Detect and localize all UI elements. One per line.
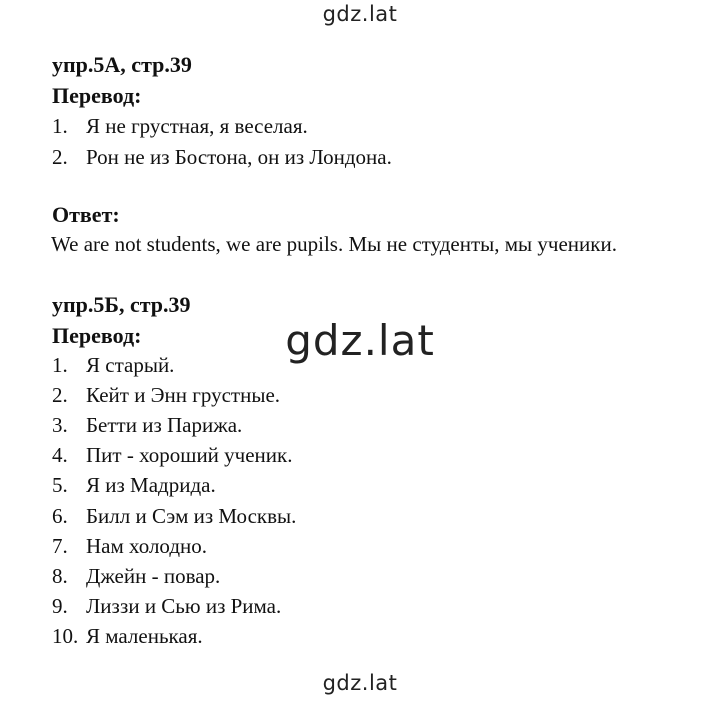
item-text: Пит - хороший ученик.: [86, 443, 293, 467]
list-item: [52, 564, 220, 589]
item-text: Я из Мадрида.: [86, 473, 216, 497]
item-text: Билл и Сэм из Москвы.: [86, 504, 297, 528]
exercise-5b-title: упр.5Б, стр.39: [52, 292, 191, 317]
list-item: [52, 534, 207, 559]
item-text: Я маленькая.: [86, 624, 203, 648]
item-number: 4.: [52, 443, 68, 467]
item-number: 1.: [52, 353, 68, 377]
item-text: Рон не из Бостона, он из Лондона.: [86, 145, 392, 169]
item-number: 2.: [52, 145, 68, 169]
exercise-5a-title: упр.5А, стр.39: [52, 52, 192, 77]
item-number: 9.: [52, 594, 68, 618]
item-text: Джейн - повар.: [86, 564, 221, 588]
item-text: Бетти из Парижа.: [86, 413, 243, 437]
watermark-middle: gdz.lat: [285, 316, 435, 365]
list-item: [52, 443, 292, 468]
list-item: [52, 624, 203, 649]
item-text: Я не грустная, я веселая.: [86, 114, 308, 138]
list-item: [52, 114, 308, 139]
item-number: 10.: [52, 624, 79, 648]
item-text: Кейт и Энн грустные.: [86, 383, 281, 407]
list-item: [52, 413, 242, 438]
item-number: 2.: [52, 383, 68, 407]
list-item: [52, 353, 174, 378]
item-text: Я старый.: [86, 353, 175, 377]
item-number: 5.: [52, 473, 68, 497]
list-item: [52, 473, 216, 498]
list-item: [52, 594, 281, 619]
exercise-5a-answer-text: We are not students, we are pupils. Мы не студенты, мы ученики.: [51, 232, 617, 256]
item-text: Лиззи и Сью из Рима.: [86, 594, 282, 618]
item-number: 3.: [52, 413, 68, 437]
list-item: [52, 145, 392, 170]
watermark-bottom: gdz.lat: [322, 671, 398, 695]
exercise-5b-translation-heading: Перевод:: [52, 323, 142, 348]
list-item: [52, 383, 280, 408]
item-number: 7.: [52, 534, 68, 558]
watermark-top: gdz.lat: [322, 2, 398, 26]
exercise-5a-answer-heading: Ответ:: [52, 202, 120, 227]
exercise-5a-translation-heading: Перевод:: [52, 83, 142, 108]
item-number: 6.: [52, 504, 68, 528]
item-text: Нам холодно.: [86, 534, 207, 558]
item-number: 8.: [52, 564, 68, 588]
list-item: [52, 504, 296, 529]
item-number: 1.: [52, 114, 68, 138]
